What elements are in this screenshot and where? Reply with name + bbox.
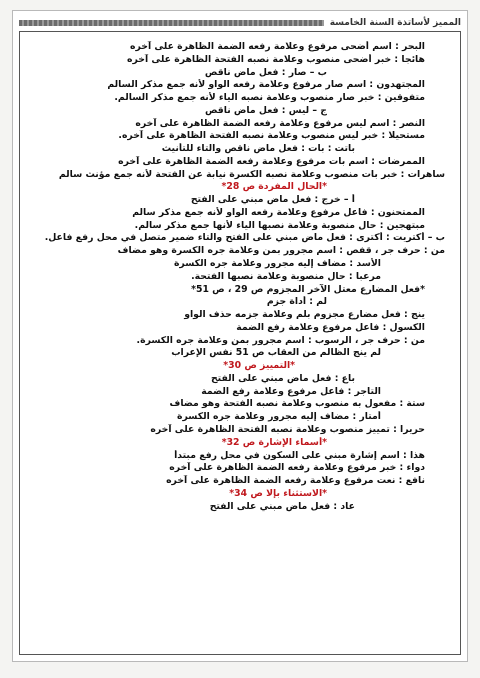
text-line: *فعل المضارع معتل الآخر المجزوم ص 29 ، ص 51* [191,283,425,295]
text-line: باع : فعل ماض مبني على الفتح [210,372,355,384]
text-line: الكسول : فاعل مرفوع وعلامة رفع الضمة [236,321,425,333]
text-line: متفوقين : خبر صار منصوب وعلامة نصبه الياء لأنه جمع مذكر السالم. [114,92,425,104]
text-line: من : حرف جر ، الرسوب : اسم مجرور بمن وعلامة جره الكسرة. [136,334,425,346]
text-line: هذا : اسم إشارة مبني على السكون في محل رفع مبتدأ [174,449,425,461]
text-line: التاجر : فاعل مرفوع وعلامة رفع الضمة [201,385,381,397]
header-decoration-bar [19,20,324,26]
text-line: الممتحنون : فاعل مرفوع وعلامة رفعه الواو لأنه جمع مذكر سالم [132,206,425,218]
text-line: نافع : نعت مرفوع وعلامة رفعه الضمة الظاهرة على آخره [166,475,425,487]
text-line: النصر : اسم ليس مرفوع وعلامة رفعه الضمة الظاهرة على آخره [135,117,425,129]
section-heading: *التمييز ص 30* [223,360,295,372]
text-line: ساهرات : خبر بات منصوب وعلامة نصبه الكسرة نيابة عن الفتحة لأنه جمع مؤنث سالم [58,168,445,180]
text-line: المجتهدون : اسم صار مرفوع وعلامة رفعه الواو لأنه جمع مذكر السالم [107,79,425,91]
text-line: ب – صار : فعل ماض ناقص [204,66,327,78]
text-line: الأسد : مضاف إليه مجرور وعلامة جره الكسرة [173,258,381,270]
header-title: المميز لأساتذة السنة الخامسة [329,18,461,28]
text-line: لم : أداة جزم [266,296,327,308]
text-line: ج – ليس : فعل ماض ناقص [204,104,327,116]
section-heading: *أسماء الإشارة ص 32* [221,436,327,448]
text-line: مرعبا : حال منصوبة وعلامة نصبها الفتحة. [191,270,381,282]
text-line: أ – خرج : فعل ماض مبني على الفتح [190,194,355,206]
page-header [19,15,461,31]
document-page [12,10,468,662]
text-line: أمتار : مضاف إليه مجرور وعلامة جره الكسرة [176,411,381,423]
text-line: ستة : مفعول به منصوب وعلامة نصبه الفتحة وهو مضاف [169,398,425,410]
text-line: من : حرف جر ، قفص : اسم مجرور بمن وعلامة جره الكسرة وهو مضاف [117,245,445,257]
text-line: عاد : فعل ماض مبني على الفتح [209,500,355,512]
text-line: دواء : خبر مرفوع وعلامة رفعه الضمة الظاهرة على آخره [169,462,425,474]
section-heading: *الاستثناء بإلا ص 34* [229,487,327,499]
text-line: هائجا : خبر أضحى منصوب وعلامة نصبه الفتحة الظاهرة على آخره [127,53,425,65]
text-line: الممرضات : اسم بات مرفوع وعلامة رفعه الضمة الظاهرة على آخره [118,155,425,167]
text-line: ينج : فعل مضارع مجزوم بلم وعلامة جزمه حذف الواو [184,309,425,321]
text-line: لم ينج الظالم من العقاب ص 51 نفس الإعراب [171,347,381,359]
text-line: ب – أكتريت : أكترى : فعل ماض مبني على الفتح والتاء ضمير متصل في محل رفع فاعل. [44,232,445,244]
text-line: مستحيلا : خبر ليس منصوب وعلامة نصبه الفتحة الظاهرة على آخره. [118,130,425,142]
text-line: باتت : بات : فعل ماض ناقص والتاء للتأنيث [161,143,355,155]
text-line: البحر : اسم أضحى مرفوع وعلامة رفعه الضمة الظاهرة على آخره [129,41,425,52]
text-line: مبتهجين : حال منصوبة وعلامة نصبها الياء لأنها جمع مذكر سالم. [134,219,425,231]
text-line: حريرا : تمييز منصوب وعلامة نصبه الفتحة الظاهرة على آخره [150,423,425,435]
section-heading: *الحال المفردة ص 28* [221,181,327,193]
document-body [31,41,445,513]
